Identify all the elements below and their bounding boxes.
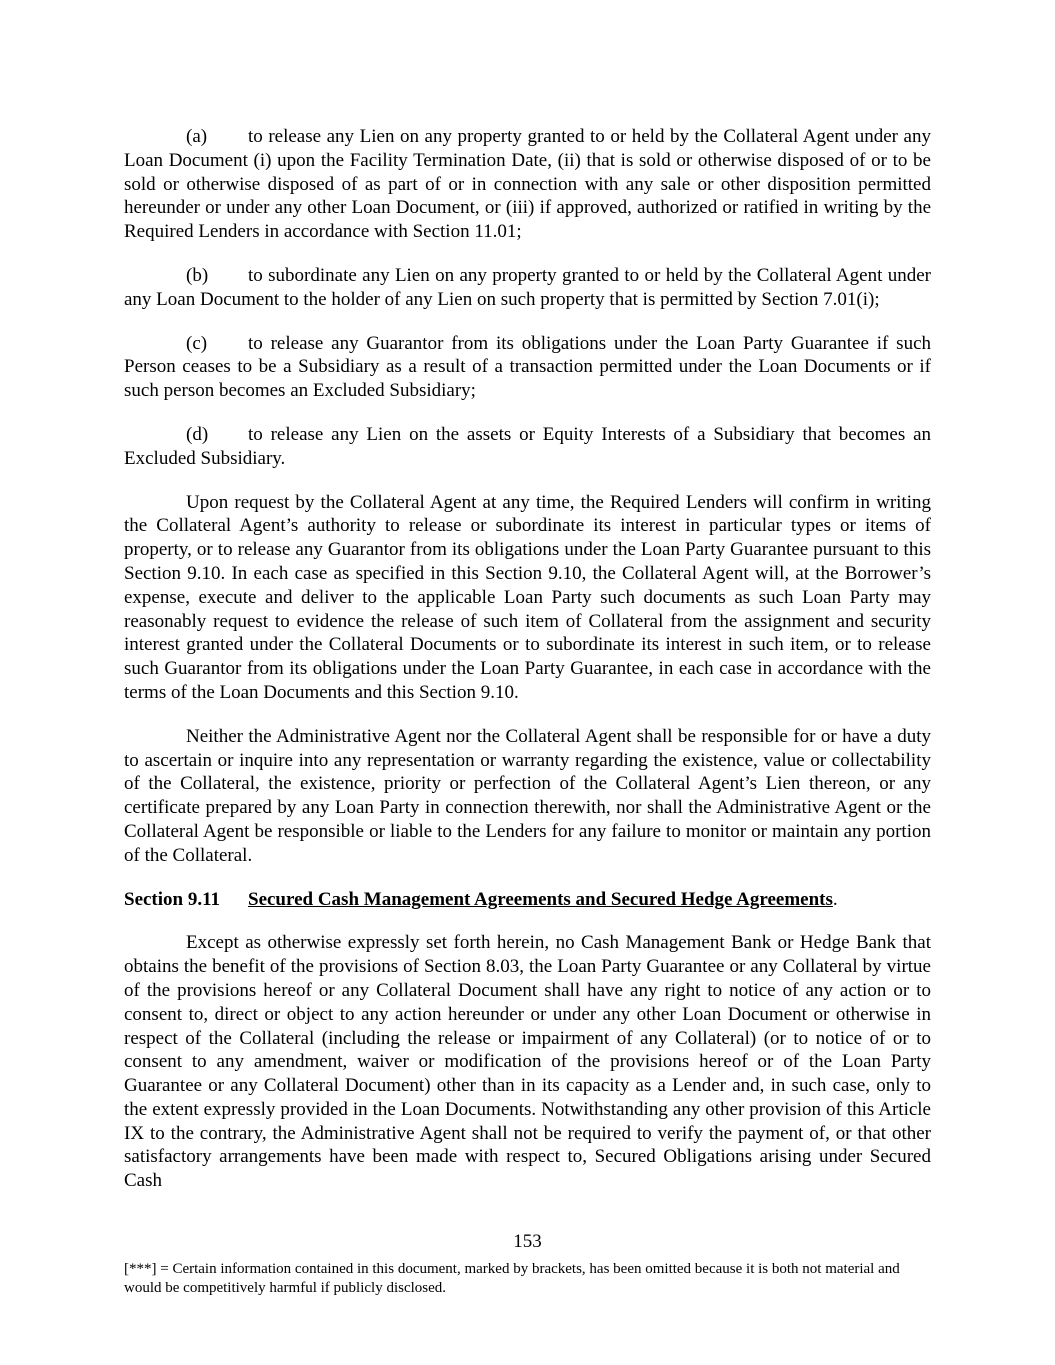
- page-number: 153: [513, 1231, 542, 1252]
- item-text: to subordinate any Lien on any property granted to or held by the Collateral Agent under any Loan Document to the holder of any Lien on such property that is permitted by Section 7.01(i);: [124, 264, 931, 310]
- section-title: Secured Cash Management Agreements and Secured Hedge Agreements: [248, 888, 833, 910]
- item-label: (a): [186, 126, 208, 147]
- list-item-c: [124, 332, 931, 403]
- footnote: [***] = Certain information contained in this document, marked by brackets, has been omitted because it is both not material and would be competitively harmful if publicly disclosed.: [124, 1261, 900, 1296]
- paragraph-neither: Neither the Administrative Agent nor the Collateral Agent shall be responsible for or have a duty to ascertain or inquire into any representation or warranty regarding the existence, value or collectability of the Collateral, the existence, priority or perfection of the Collateral Agent’s Lien thereon, or any certificate prepared by any Loan Party in connection therewith, nor shall the Administrative Agent or the Collateral Agent be responsible or liable to the Lenders for any failure to monitor or maintain any portion of the Collateral.: [124, 725, 931, 866]
- item-text: to release any Lien on the assets or Equity Interests of a Subsidiary that becomes an Excluded Subsidiary.: [124, 423, 931, 469]
- item-label: (d): [186, 423, 209, 445]
- paragraph-except: Except as otherwise expressly set forth herein, no Cash Management Bank or Hedge Bank that obtains the benefit of the provisions of Section 8.03, the Loan Party Guarantee or any Collateral by virtue of the provisions hereof or any Collateral Document shall have any right to notice of any action or to consent to, direct or object to any action hereunder or under any other Loan Document or otherwise in respect of the Collateral (including the release or impairment of any Collateral) (or to notice of or to consent to any amendment, waiver or modification of the provisions hereof or of the Loan Party Guarantee or any Collateral Document) other than in its capacity as a Lender and, in such case, only to the extent expressly provided in the Loan Documents. Notwithstanding any other provision of this Article IX to the contrary, the Administrative Agent shall not be required to verify the payment of, or that other satisfactory arrangements have been made with respect to, Secured Obligations arising under Secured Cash: [124, 932, 931, 1192]
- item-text: to release any Guarantor from its obligations under the Loan Party Guarantee if such Person ceases to be a Subsidiary as a result of a transaction permitted under the Loan Documents or if such person becomes an Excluded Subsidiary;: [124, 332, 931, 402]
- item-text: to release any Lien on any property granted to or held by the Collateral Agent under any Loan Document (i) upon the Facility Termination Date, (ii) that is sold or otherwise disposed of or to be sold or otherwise disposed of as part of or in connection with any sale or other disposition permitted hereunder or under any other Loan Document, or (iii) if approved, authorized or ratified in writing by the Required Lenders in accordance with Section 11.01;: [124, 126, 931, 243]
- section-number: Section 9.11: [124, 888, 221, 910]
- page-content: [124, 125, 931, 1193]
- section-title-punct: .: [832, 888, 838, 910]
- list-item-d: [124, 423, 931, 471]
- list-item-a: [124, 125, 931, 244]
- item-label: (c): [186, 332, 208, 354]
- section-heading: [124, 888, 931, 912]
- list-item-b: [124, 264, 931, 312]
- paragraph-upon-request: Upon request by the Collateral Agent at any time, the Required Lenders will confirm in writing the Collateral Agent’s authority to release or subordinate its interest in particular types or items of property, or to release any Guarantor from its obligations under the Loan Party Guarantee pursuant to this Section 9.10. In each case as specified in this Section 9.10, the Collateral Agent will, at the Borrower’s expense, execute and deliver to the applicable Loan Party such documents as such Loan Party may reasonably request to evidence the release of such item of Collateral from the assignment and security interest granted under the Collateral Documents or to subordinate its interest in such item, or to release such Guarantor from its obligations under the Loan Party Guarantee, in each case in accordance with the terms of the Loan Documents and this Section 9.10.: [124, 491, 931, 703]
- item-label: (b): [186, 264, 209, 286]
